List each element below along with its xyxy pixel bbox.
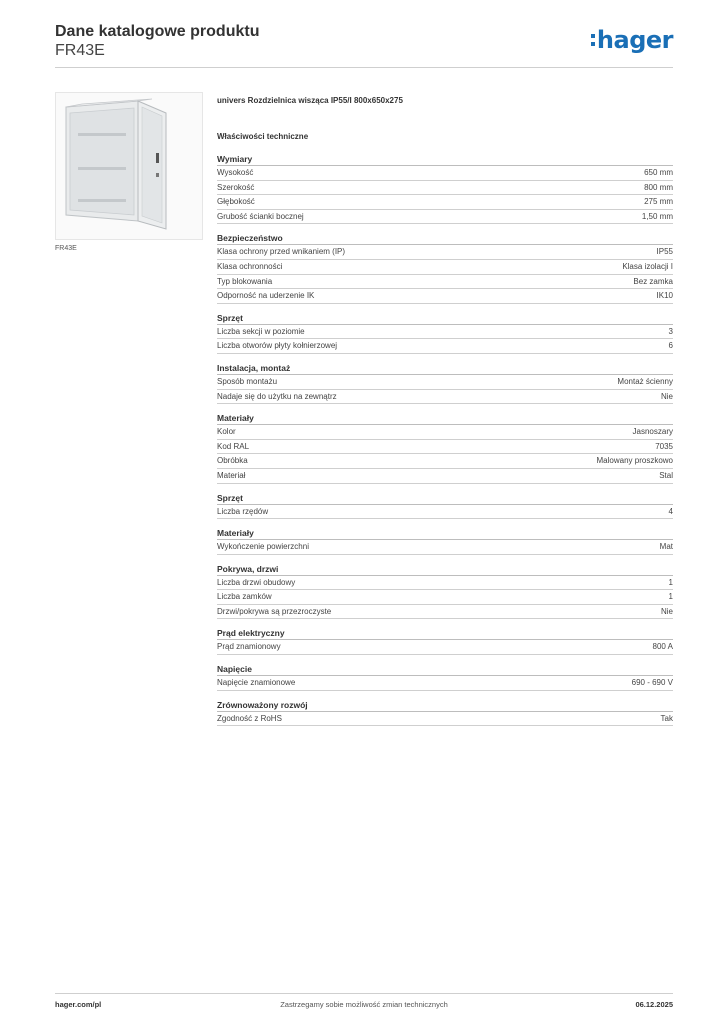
spec-value: 1 bbox=[668, 577, 673, 587]
section-title: Prąd elektryczny bbox=[217, 628, 673, 640]
spec-label: Kolor bbox=[217, 427, 236, 437]
section-title: Materiały bbox=[217, 528, 673, 540]
spec-label: Materiał bbox=[217, 470, 246, 480]
spec-label: Typ blokowania bbox=[217, 276, 273, 286]
spec-row bbox=[217, 469, 673, 484]
spec-value: 6 bbox=[668, 341, 673, 351]
spec-value: 650 mm bbox=[644, 168, 673, 177]
spec-row bbox=[217, 275, 673, 290]
spec-value: Malowany proszkowo bbox=[596, 456, 673, 466]
spec-row bbox=[217, 339, 673, 354]
spec-row bbox=[217, 712, 673, 727]
section-gap bbox=[217, 354, 673, 363]
spec-label: Napięcie znamionowe bbox=[217, 678, 296, 688]
spec-row bbox=[217, 425, 673, 440]
spec-value: 4 bbox=[668, 506, 673, 516]
section-gap bbox=[217, 619, 673, 628]
spec-value: Stal bbox=[659, 470, 673, 480]
spec-label: Zgodność z RoHS bbox=[217, 713, 282, 723]
spec-value: 3 bbox=[668, 326, 673, 336]
spec-label: Liczba otworów płyty kołnierzowej bbox=[217, 341, 338, 351]
spec-value: Nie bbox=[660, 606, 673, 616]
spec-label: Liczba drzwi obudowy bbox=[217, 577, 296, 587]
enclosure-cabinet-icon bbox=[56, 93, 204, 241]
spec-value: 1 bbox=[668, 592, 673, 602]
footer-disclaimer: Zastrzegamy sobie możliwość zmian technicznych bbox=[280, 1000, 448, 1009]
spec-label: Liczba zamków bbox=[217, 592, 272, 602]
spec-row bbox=[217, 676, 673, 691]
spec-value: 7035 bbox=[655, 441, 673, 451]
section-title: Zrównoważony rozwój bbox=[217, 700, 673, 712]
section-title: Bezpieczeństwo bbox=[217, 233, 673, 245]
spec-section bbox=[217, 664, 673, 691]
section-gap bbox=[217, 304, 673, 313]
section-title: Instalacja, montaż bbox=[217, 363, 673, 375]
spec-row bbox=[217, 576, 673, 591]
spec-label: Liczba rzędów bbox=[217, 506, 269, 516]
spec-row bbox=[217, 181, 673, 196]
section-gap bbox=[217, 555, 673, 564]
section-title: Sprzęt bbox=[217, 313, 673, 325]
spec-value: Jasnoszary bbox=[632, 427, 673, 437]
section-title: Napięcie bbox=[217, 664, 673, 676]
page-footer bbox=[55, 993, 673, 1013]
image-caption: FR43E bbox=[55, 245, 77, 252]
spec-value: Bez zamka bbox=[633, 276, 673, 286]
spec-row bbox=[217, 440, 673, 455]
section-gap bbox=[217, 224, 673, 233]
product-specs bbox=[217, 96, 673, 726]
spec-label: Odporność na uderzenie IK bbox=[217, 291, 315, 301]
spec-value: 1,50 mm bbox=[641, 211, 673, 221]
spec-section bbox=[217, 413, 673, 483]
spec-row bbox=[217, 245, 673, 260]
spec-row bbox=[217, 390, 673, 405]
spec-row bbox=[217, 540, 673, 555]
spec-row bbox=[217, 640, 673, 655]
hager-logo bbox=[591, 26, 673, 54]
spec-value: Tak bbox=[660, 713, 673, 723]
section-gap bbox=[217, 691, 673, 700]
logo-dots-icon bbox=[591, 32, 595, 48]
document-title: Dane katalogowe produktu bbox=[55, 23, 260, 40]
page-header bbox=[55, 22, 673, 68]
section-gap bbox=[217, 519, 673, 528]
spec-row bbox=[217, 210, 673, 225]
product-image bbox=[55, 92, 203, 240]
spec-value: 690 - 690 V bbox=[631, 678, 673, 688]
spec-value: 800 A bbox=[652, 642, 673, 652]
spec-value: Nie bbox=[660, 391, 673, 401]
footer-website[interactable]: hager.com/pl bbox=[55, 1000, 102, 1009]
spec-section bbox=[217, 628, 673, 655]
product-name: univers Rozdzielnica wisząca IP55/I 800x650x275 bbox=[217, 96, 403, 105]
spec-value: Montaż ścienny bbox=[617, 376, 673, 386]
spec-section bbox=[217, 363, 673, 404]
spec-label: Kod RAL bbox=[217, 441, 250, 451]
spec-label: Wysokość bbox=[217, 168, 254, 177]
spec-label: Drzwi/pokrywa są przezroczyste bbox=[217, 606, 332, 616]
spec-value: IP55 bbox=[656, 247, 673, 257]
section-title: Pokrywa, drzwi bbox=[217, 564, 673, 576]
spec-row bbox=[217, 289, 673, 304]
spec-section bbox=[217, 493, 673, 520]
spec-label: Szerokość bbox=[217, 182, 255, 192]
spec-row bbox=[217, 505, 673, 520]
spec-label: Klasa ochrony przed wnikaniem (IP) bbox=[217, 247, 346, 257]
spec-label: Sposób montażu bbox=[217, 376, 278, 386]
spec-label: Klasa ochronności bbox=[217, 261, 283, 271]
spec-section bbox=[217, 233, 673, 303]
spec-row bbox=[217, 454, 673, 469]
spec-label: Głębokość bbox=[217, 197, 255, 207]
spec-label: Grubość ścianki bocznej bbox=[217, 211, 304, 221]
product-code: FR43E bbox=[55, 42, 105, 59]
section-title: Materiały bbox=[217, 413, 673, 425]
spec-section bbox=[217, 528, 673, 555]
spec-section bbox=[217, 564, 673, 620]
section-gap bbox=[217, 484, 673, 493]
spec-row bbox=[217, 260, 673, 275]
spec-label: Obróbka bbox=[217, 456, 248, 466]
spec-row bbox=[217, 590, 673, 605]
section-gap bbox=[217, 655, 673, 664]
spec-row bbox=[217, 166, 673, 181]
spec-label: Wykończenie powierzchni bbox=[217, 542, 309, 552]
section-title: Sprzęt bbox=[217, 493, 673, 505]
spec-sections bbox=[217, 154, 673, 726]
spec-section bbox=[217, 154, 673, 224]
spec-label: Liczba sekcji w poziomie bbox=[217, 326, 305, 336]
spec-section bbox=[217, 700, 673, 727]
spec-row bbox=[217, 325, 673, 340]
section-gap bbox=[217, 404, 673, 413]
spec-value: Klasa izolacji I bbox=[622, 261, 673, 271]
spec-value: IK10 bbox=[656, 291, 673, 301]
spec-row bbox=[217, 605, 673, 620]
spec-value: 800 mm bbox=[644, 182, 673, 192]
section-title: Wymiary bbox=[217, 154, 673, 166]
spec-row bbox=[217, 195, 673, 210]
spec-value: Mat bbox=[659, 542, 673, 552]
properties-title: Właściwości techniczne bbox=[217, 132, 309, 141]
spec-label: Nadaje się do użytku na zewnątrz bbox=[217, 391, 337, 401]
spec-row bbox=[217, 375, 673, 390]
logo-text: hager bbox=[596, 26, 673, 54]
footer-date: 06.12.2025 bbox=[635, 1000, 673, 1009]
spec-section bbox=[217, 313, 673, 354]
spec-label: Prąd znamionowy bbox=[217, 642, 281, 652]
spec-value: 275 mm bbox=[644, 197, 673, 207]
